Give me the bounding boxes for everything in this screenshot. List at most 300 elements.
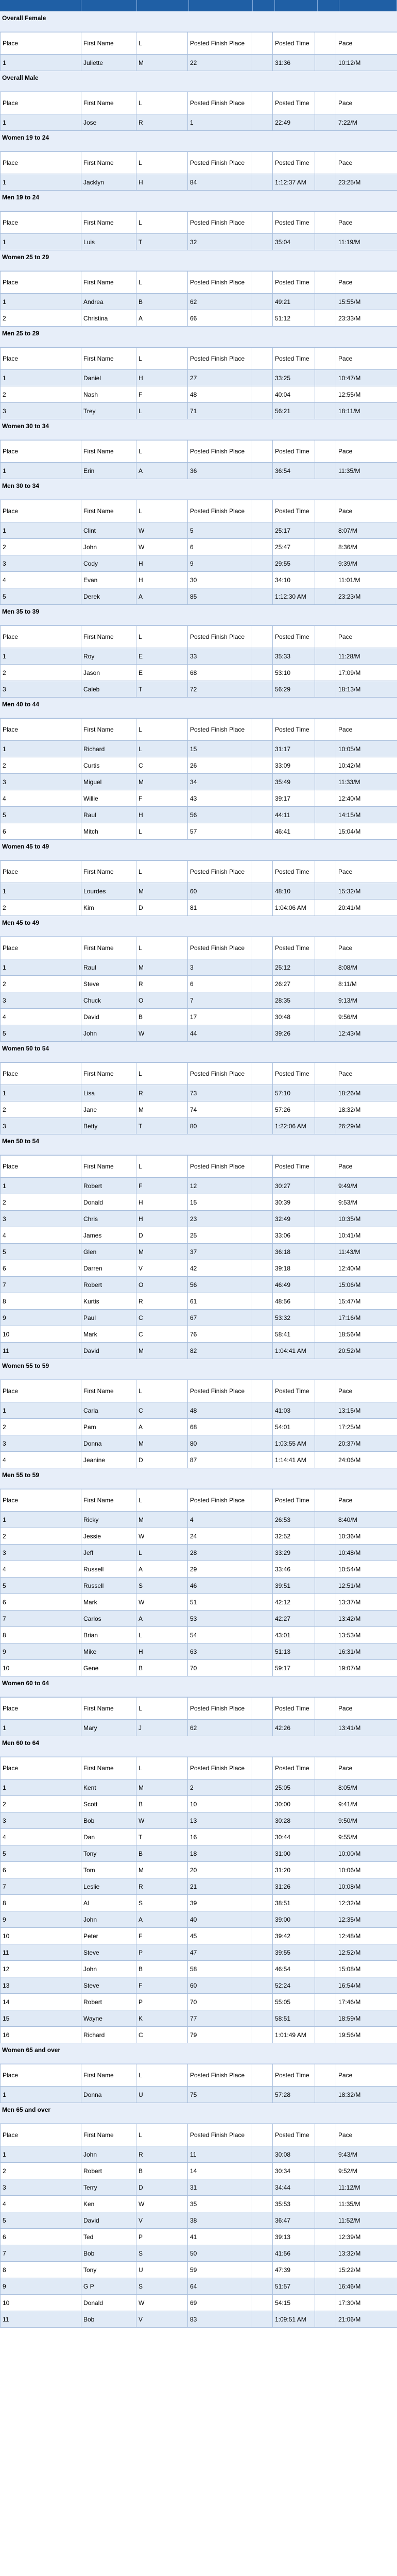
first-name-cell: Robert — [81, 1277, 136, 1293]
time-cell: 1:04:06 AM — [273, 900, 315, 916]
column-header: First Name — [81, 212, 136, 234]
empty-cell — [251, 807, 273, 823]
last-initial-cell: H — [136, 807, 188, 823]
table-row — [1, 1512, 397, 1528]
empty-cell — [315, 1211, 336, 1227]
place-cell: 4 — [1, 1452, 81, 1468]
place-cell: 1 — [1, 2146, 81, 2163]
last-initial-cell: K — [136, 2010, 188, 2027]
time-cell: 58:41 — [273, 1326, 315, 1343]
place-cell: 2 — [1, 386, 81, 403]
column-header: L — [136, 1489, 188, 1512]
pace-cell: 10:00/M — [336, 1845, 397, 1862]
empty-cell — [315, 2295, 336, 2311]
first-name-cell: Derek — [81, 588, 136, 605]
empty-cell — [251, 2179, 273, 2196]
place-cell: 11 — [1, 1944, 81, 1961]
pace-cell: 10:54/M — [336, 1561, 397, 1578]
empty-cell — [251, 2311, 273, 2328]
column-header: Place — [1, 1757, 81, 1780]
last-initial-cell: R — [136, 2146, 188, 2163]
table-row — [1, 1211, 397, 1227]
last-initial-cell: D — [136, 900, 188, 916]
empty-cell — [251, 1227, 273, 1244]
last-initial-cell: F — [136, 790, 188, 807]
last-initial-cell: B — [136, 1961, 188, 1977]
table-row — [1, 741, 397, 757]
empty-cell — [251, 1101, 273, 1118]
empty-cell — [251, 2146, 273, 2163]
finish-place-cell: 26 — [188, 757, 251, 774]
pace-cell: 8:08/M — [336, 959, 397, 976]
finish-place-cell: 71 — [188, 403, 251, 419]
pace-cell: 12:52/M — [336, 1944, 397, 1961]
table-row — [1, 1545, 397, 1561]
time-cell: 39:55 — [273, 1944, 315, 1961]
table-header-row — [1, 1757, 397, 1780]
place-cell: 7 — [1, 1878, 81, 1895]
place-cell: 2 — [1, 1194, 81, 1211]
pace-cell: 8:07/M — [336, 522, 397, 539]
table-row — [1, 1452, 397, 1468]
column-header: Posted Finish Place — [188, 2064, 251, 2087]
last-initial-cell: M — [136, 1343, 188, 1359]
place-cell: 2 — [1, 976, 81, 992]
table-row — [1, 1594, 397, 1611]
finish-place-cell: 21 — [188, 1878, 251, 1895]
finish-place-cell: 73 — [188, 1085, 251, 1101]
last-initial-cell: W — [136, 522, 188, 539]
empty-header-cell — [251, 92, 273, 114]
finish-place-cell: 35 — [188, 2196, 251, 2212]
first-name-cell: Kurtis — [81, 1293, 136, 1310]
empty-cell — [315, 2212, 336, 2229]
column-header: Posted Time — [273, 152, 315, 174]
place-cell: 8 — [1, 1895, 81, 1911]
results-table — [0, 937, 397, 1042]
time-cell: 28:35 — [273, 992, 315, 1009]
first-name-cell: Erin — [81, 463, 136, 479]
time-cell: 42:27 — [273, 1611, 315, 1627]
last-initial-cell: M — [136, 1244, 188, 1260]
column-header: Place — [1, 861, 81, 883]
table-row — [1, 1928, 397, 1944]
empty-cell — [315, 1928, 336, 1944]
column-header: Posted Time — [273, 2064, 315, 2087]
table-row — [1, 1085, 397, 1101]
empty-cell — [315, 2229, 336, 2245]
last-initial-cell: H — [136, 1211, 188, 1227]
last-initial-cell: H — [136, 555, 188, 572]
finish-place-cell: 50 — [188, 2245, 251, 2262]
place-cell: 5 — [1, 2212, 81, 2229]
finish-place-cell: 6 — [188, 539, 251, 555]
finish-place-cell: 16 — [188, 1829, 251, 1845]
empty-cell — [251, 1118, 273, 1134]
time-cell: 39:26 — [273, 1025, 315, 1042]
empty-cell — [251, 1025, 273, 1042]
pace-cell: 8:36/M — [336, 539, 397, 555]
results-table — [0, 1697, 397, 1736]
empty-cell — [315, 790, 336, 807]
finish-place-cell: 76 — [188, 1326, 251, 1343]
age-group-section — [0, 131, 397, 191]
empty-cell — [251, 588, 273, 605]
empty-cell — [251, 1326, 273, 1343]
column-header: L — [136, 626, 188, 648]
first-name-cell: Tony — [81, 1845, 136, 1862]
age-group-section — [0, 191, 397, 250]
last-initial-cell: O — [136, 992, 188, 1009]
table-row — [1, 1812, 397, 1829]
age-group-section — [0, 1468, 397, 1676]
place-cell: 4 — [1, 572, 81, 588]
place-cell: 6 — [1, 823, 81, 840]
first-name-cell: Mark — [81, 1594, 136, 1611]
place-cell: 6 — [1, 1260, 81, 1277]
empty-cell — [251, 992, 273, 1009]
column-header: Posted Finish Place — [188, 937, 251, 959]
finish-place-cell: 3 — [188, 959, 251, 976]
table-row — [1, 757, 397, 774]
last-initial-cell: M — [136, 55, 188, 71]
empty-header-cell — [251, 440, 273, 463]
place-cell: 10 — [1, 1326, 81, 1343]
first-name-cell: Kim — [81, 900, 136, 916]
empty-cell — [315, 1862, 336, 1878]
empty-cell — [251, 900, 273, 916]
column-header: L — [136, 937, 188, 959]
column-header: L — [136, 92, 188, 114]
place-cell: 1 — [1, 1085, 81, 1101]
empty-cell — [315, 572, 336, 588]
place-cell: 9 — [1, 1911, 81, 1928]
finish-place-cell: 82 — [188, 1343, 251, 1359]
pace-cell: 13:41/M — [336, 1720, 397, 1736]
time-cell: 39:18 — [273, 1260, 315, 1277]
column-header: Pace — [336, 1757, 397, 1780]
table-row — [1, 1977, 397, 1994]
empty-cell — [251, 1277, 273, 1293]
finish-place-cell: 87 — [188, 1452, 251, 1468]
empty-header-cell — [251, 1063, 273, 1085]
column-header: Posted Finish Place — [188, 861, 251, 883]
results-table — [0, 1380, 397, 1468]
table-row — [1, 2278, 397, 2295]
empty-cell — [315, 55, 336, 71]
last-initial-cell: M — [136, 959, 188, 976]
empty-cell — [315, 1829, 336, 1845]
column-header: L — [136, 212, 188, 234]
empty-header-cell — [315, 626, 336, 648]
place-cell: 1 — [1, 234, 81, 250]
last-initial-cell: F — [136, 1178, 188, 1194]
results-table — [0, 1757, 397, 2043]
place-cell: 6 — [1, 1862, 81, 1878]
table-row — [1, 1895, 397, 1911]
empty-cell — [251, 1178, 273, 1194]
place-cell: 1 — [1, 2087, 81, 2103]
column-header: Posted Time — [273, 500, 315, 522]
place-cell: 9 — [1, 1643, 81, 1660]
age-group-section — [0, 916, 397, 1042]
first-name-cell: Donald — [81, 1194, 136, 1211]
empty-cell — [251, 648, 273, 665]
time-cell: 31:17 — [273, 741, 315, 757]
column-header: Pace — [336, 212, 397, 234]
column-header: Place — [1, 440, 81, 463]
last-initial-cell: A — [136, 463, 188, 479]
results-table — [0, 151, 397, 191]
table-header-row — [1, 92, 397, 114]
empty-header-cell — [315, 1063, 336, 1085]
column-header: L — [136, 152, 188, 174]
column-header: Place — [1, 500, 81, 522]
empty-cell — [315, 1435, 336, 1452]
table-row — [1, 539, 397, 555]
first-name-cell: David — [81, 2212, 136, 2229]
column-header: L — [136, 348, 188, 370]
empty-cell — [251, 665, 273, 681]
pace-cell: 12:51/M — [336, 1578, 397, 1594]
column-header: Posted Finish Place — [188, 1156, 251, 1178]
last-initial-cell: W — [136, 1025, 188, 1042]
first-name-cell: Betty — [81, 1118, 136, 1134]
column-header: First Name — [81, 32, 136, 55]
place-cell: 9 — [1, 2278, 81, 2295]
place-cell: 1 — [1, 294, 81, 310]
empty-cell — [315, 1812, 336, 1829]
empty-header-cell — [251, 2064, 273, 2087]
results-table — [0, 1155, 397, 1359]
time-cell: 30:34 — [273, 2163, 315, 2179]
pace-cell: 15:32/M — [336, 883, 397, 900]
empty-cell — [251, 1660, 273, 1676]
time-cell: 42:26 — [273, 1720, 315, 1736]
empty-cell — [315, 1402, 336, 1419]
empty-header-cell — [315, 2064, 336, 2087]
table-row — [1, 992, 397, 1009]
finish-place-cell: 51 — [188, 1594, 251, 1611]
empty-cell — [315, 588, 336, 605]
place-cell: 2 — [1, 310, 81, 327]
table-row — [1, 883, 397, 900]
first-name-cell: Ricky — [81, 1512, 136, 1528]
column-header: Pace — [336, 1063, 397, 1085]
table-header-row — [1, 348, 397, 370]
finish-place-cell: 66 — [188, 310, 251, 327]
column-header: Place — [1, 626, 81, 648]
finish-place-cell: 60 — [188, 883, 251, 900]
place-cell: 10 — [1, 2295, 81, 2311]
place-cell: 1 — [1, 1402, 81, 1419]
finish-place-cell: 85 — [188, 588, 251, 605]
first-name-cell: Steve — [81, 1944, 136, 1961]
empty-cell — [251, 1829, 273, 1845]
time-cell: 1:22:06 AM — [273, 1118, 315, 1134]
table-row — [1, 959, 397, 976]
column-header: Place — [1, 152, 81, 174]
age-group-title: Men 45 to 49 — [0, 916, 397, 937]
column-header: Place — [1, 272, 81, 294]
finish-place-cell: 24 — [188, 1528, 251, 1545]
time-cell: 46:54 — [273, 1961, 315, 1977]
time-cell: 33:29 — [273, 1545, 315, 1561]
finish-place-cell: 23 — [188, 1211, 251, 1227]
time-cell: 40:04 — [273, 386, 315, 403]
pace-cell: 23:23/M — [336, 588, 397, 605]
finish-place-cell: 36 — [188, 463, 251, 479]
first-name-cell: Cody — [81, 555, 136, 572]
first-name-cell: Kent — [81, 1780, 136, 1796]
first-name-cell: Pam — [81, 1419, 136, 1435]
empty-cell — [251, 539, 273, 555]
time-cell: 31:20 — [273, 1862, 315, 1878]
table-header-row — [1, 500, 397, 522]
empty-cell — [251, 2196, 273, 2212]
place-cell: 3 — [1, 1812, 81, 1829]
first-name-cell: Leslie — [81, 1878, 136, 1895]
finish-place-cell: 77 — [188, 2010, 251, 2027]
time-cell: 38:51 — [273, 1895, 315, 1911]
last-initial-cell: B — [136, 1660, 188, 1676]
empty-cell — [251, 959, 273, 976]
empty-header-cell — [251, 1698, 273, 1720]
table-row — [1, 588, 397, 605]
last-initial-cell: B — [136, 2163, 188, 2179]
results-table — [0, 440, 397, 479]
place-cell: 1 — [1, 1512, 81, 1528]
time-cell: 1:12:30 AM — [273, 588, 315, 605]
column-header: First Name — [81, 348, 136, 370]
time-cell: 44:11 — [273, 807, 315, 823]
empty-cell — [251, 572, 273, 588]
empty-cell — [251, 2163, 273, 2179]
pace-cell: 9:50/M — [336, 1812, 397, 1829]
empty-cell — [315, 1310, 336, 1326]
last-initial-cell: L — [136, 403, 188, 419]
empty-cell — [251, 1009, 273, 1025]
table-row — [1, 1194, 397, 1211]
place-cell: 4 — [1, 2196, 81, 2212]
empty-header-cell — [251, 500, 273, 522]
finish-place-cell: 60 — [188, 1977, 251, 1994]
last-initial-cell: A — [136, 588, 188, 605]
table-row — [1, 2212, 397, 2229]
time-cell: 46:41 — [273, 823, 315, 840]
time-cell: 33:09 — [273, 757, 315, 774]
pace-cell: 21:06/M — [336, 2311, 397, 2328]
last-initial-cell: W — [136, 2295, 188, 2311]
pace-cell: 9:49/M — [336, 1178, 397, 1194]
empty-header-cell — [251, 626, 273, 648]
age-group-section — [0, 1359, 397, 1468]
place-cell: 1 — [1, 959, 81, 976]
place-cell: 1 — [1, 114, 81, 131]
empty-cell — [315, 1528, 336, 1545]
finish-place-cell: 83 — [188, 2311, 251, 2328]
last-initial-cell: J — [136, 1720, 188, 1736]
results-table — [0, 2124, 397, 2328]
column-header: Place — [1, 1063, 81, 1085]
first-name-cell: Robert — [81, 1994, 136, 2010]
pace-cell: 9:41/M — [336, 1796, 397, 1812]
column-header: L — [136, 440, 188, 463]
last-initial-cell: F — [136, 1928, 188, 1944]
time-cell: 46:49 — [273, 1277, 315, 1293]
table-row — [1, 2311, 397, 2328]
time-cell: 35:49 — [273, 774, 315, 790]
column-header: Posted Finish Place — [188, 440, 251, 463]
time-cell: 25:05 — [273, 1780, 315, 1796]
last-initial-cell: W — [136, 1594, 188, 1611]
first-name-cell: Steve — [81, 1977, 136, 1994]
time-cell: 49:21 — [273, 294, 315, 310]
empty-cell — [315, 294, 336, 310]
pace-cell: 24:06/M — [336, 1452, 397, 1468]
empty-cell — [251, 555, 273, 572]
empty-cell — [251, 1085, 273, 1101]
empty-cell — [251, 294, 273, 310]
pace-cell: 11:19/M — [336, 234, 397, 250]
empty-cell — [251, 310, 273, 327]
column-header: First Name — [81, 1063, 136, 1085]
last-initial-cell: A — [136, 1611, 188, 1627]
place-cell: 1 — [1, 174, 81, 191]
table-row — [1, 2087, 397, 2103]
empty-cell — [251, 2229, 273, 2245]
time-cell: 34:44 — [273, 2179, 315, 2196]
table-row — [1, 1961, 397, 1977]
first-name-cell: Peter — [81, 1928, 136, 1944]
pace-cell: 10:48/M — [336, 1545, 397, 1561]
column-header: Posted Finish Place — [188, 719, 251, 741]
table-row — [1, 1260, 397, 1277]
pace-cell: 13:32/M — [336, 2245, 397, 2262]
time-cell: 1:01:49 AM — [273, 2027, 315, 2043]
table-row — [1, 1244, 397, 1260]
column-header: First Name — [81, 1757, 136, 1780]
last-initial-cell: A — [136, 310, 188, 327]
first-name-cell: Bob — [81, 2245, 136, 2262]
finish-place-cell: 27 — [188, 370, 251, 386]
age-group-section — [0, 327, 397, 419]
column-header: Pace — [336, 152, 397, 174]
time-cell: 26:27 — [273, 976, 315, 992]
finish-place-cell: 75 — [188, 2087, 251, 2103]
empty-cell — [315, 2163, 336, 2179]
time-cell: 32:52 — [273, 1528, 315, 1545]
last-initial-cell: W — [136, 1528, 188, 1545]
last-initial-cell: L — [136, 1545, 188, 1561]
empty-cell — [251, 976, 273, 992]
place-cell: 3 — [1, 774, 81, 790]
empty-cell — [315, 1025, 336, 1042]
column-header: Posted Finish Place — [188, 348, 251, 370]
first-name-cell: David — [81, 1009, 136, 1025]
table-row — [1, 1611, 397, 1627]
table-row — [1, 2245, 397, 2262]
results-table — [0, 271, 397, 327]
table-row — [1, 1025, 397, 1042]
column-header: Pace — [336, 32, 397, 55]
first-name-cell: Gene — [81, 1660, 136, 1676]
empty-cell — [315, 1561, 336, 1578]
empty-cell — [315, 823, 336, 840]
column-header: L — [136, 32, 188, 55]
column-header: Posted Time — [273, 212, 315, 234]
table-row — [1, 1528, 397, 1545]
